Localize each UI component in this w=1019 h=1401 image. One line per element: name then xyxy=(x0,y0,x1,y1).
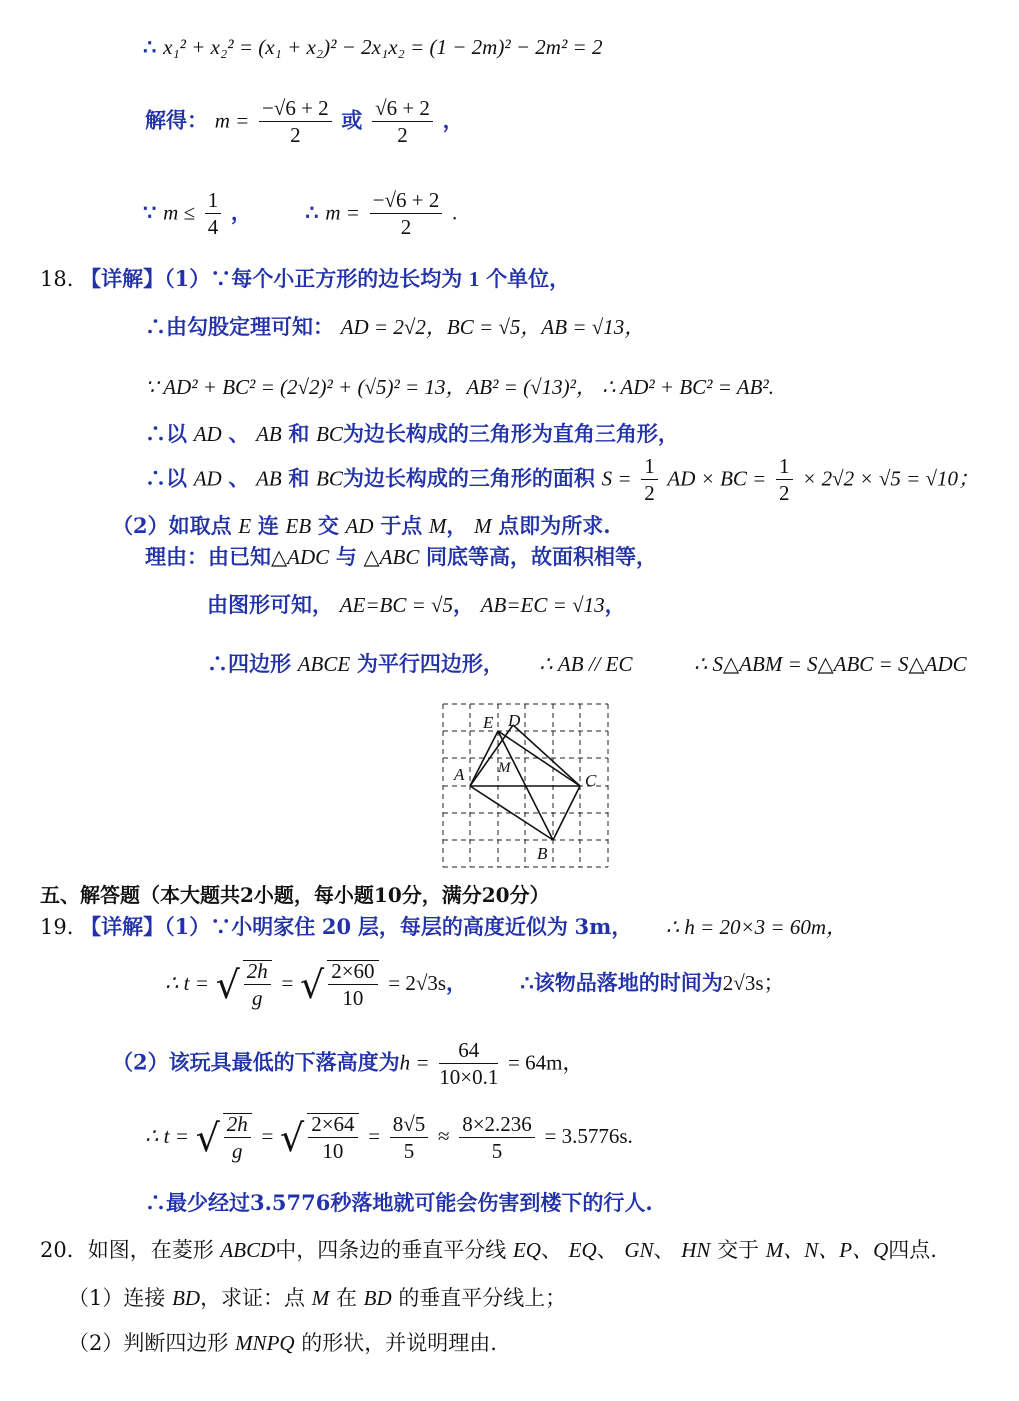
quarter-fraction: $\frac{1}{4}$ xyxy=(205,190,222,238)
sol18-right-triangle: ∴以 AD 、 AB 和 BC为边长构成的三角形为直角三角形， xyxy=(145,421,679,446)
point-label-a: A xyxy=(454,765,465,784)
point-label-d: D xyxy=(508,711,521,730)
sol19-part2-height: （2）该玩具最低的下落高度为h = $\frac{64}{10\times 0.1}$ = 64m， xyxy=(112,1038,584,1089)
q20-stem: 20．如图，在菱形 ABCD中，四条边的垂直平分线 EQ、 EQ、 GN、 HN 交于 M、N、P、Q四点. xyxy=(40,1238,937,1262)
half-fraction: $\frac{1}{2}$ xyxy=(641,456,658,504)
point-label-c: C xyxy=(585,771,597,790)
sol18-pythagoras: ∴由勾股定理可知： AD = 2√2，BC = √5，AB = √13， xyxy=(145,314,646,339)
approx-fraction: $\frac{8\times 2.236}{5}$ xyxy=(459,1114,535,1162)
point-label-b: B xyxy=(537,844,548,863)
half-fraction-2: $\frac{1}{2}$ xyxy=(776,456,793,504)
sol17-line3: ∵ m ≤ $\frac{1}{4}$ ， ∴ m = $\frac{-√6 + 2}{2}$ . xyxy=(143,188,458,239)
result-fraction: $\frac{-√6 + 2}{2}$ xyxy=(370,190,443,238)
point-label-e: E xyxy=(483,713,494,732)
sol18-part2: （2）如取点 E 连 EB 交 AD 于点 M， M 点即为所求. xyxy=(112,513,611,538)
sol19-conclusion: ∴最少经过3.5776秒落地就可能会伤害到楼下的行人. xyxy=(145,1190,653,1215)
root1-fraction: $\frac{-√6 + 2}{2}$ xyxy=(259,98,332,146)
sum-of-squares-equation: x₁² + x₂² = (x₁ + x₂)² − 2x₁x₂ = (1 − 2m)² − 2m² = 2 xyxy=(163,35,603,59)
sol18-area: ∴以 AD 、 AB 和 BC为边长构成的三角形的面积 S = $\frac{1}{2}$ AD × BC = $\frac{1}{2}$ × 2√2 × √5 = √10； xyxy=(145,454,980,505)
q20-part1: （1）连接 BD，求证：点 M 在 BD 的垂直平分线上； xyxy=(68,1286,567,1310)
sol18-conclusion: ∴四边形 ABCE 为平行四边形， ∴ AB // EC ∴ S△ABM = S△ABC = S△ADC xyxy=(207,651,967,676)
height-fraction: $\frac{64}{10\times 0.1}$ xyxy=(439,1038,499,1089)
point-label-m: M xyxy=(498,760,511,776)
sol19-time: ∴ t = √ $\frac{2h}{g}$ = √ $\frac{2\times 60}{10}$ = 2√3s， ∴该物品落地的时间为2√3s； xyxy=(165,959,785,1010)
sol18-check: ∵ AD² + BC² = (2√2)² + (√5)² = 13，AB² = (√13)²， ∴ AD² + BC² = AB². xyxy=(145,375,774,399)
eight-root5-over-5: $\frac{8√5}{5}$ xyxy=(390,1114,429,1162)
q20-part2: （2）判断四边形 MNPQ 的形状，并说明理由. xyxy=(68,1331,497,1355)
sol17-line2: 解得： m = $\frac{-√6 + 2}{2}$ 或 $\frac{√6 + 2}{2}$ ， xyxy=(145,96,464,147)
sol18-figure-facts: 由图形可知， AE=BC = √5， AB=EC = √13， xyxy=(207,592,626,617)
sqrt-2x64-over-10: $\frac{2\times 64}{10}$ xyxy=(307,1113,358,1162)
section5-title: 五、解答题（本大题共2小题，每小题10分，满分20分） xyxy=(40,883,550,907)
sqrt-2h-over-g: $\frac{2h}{g}$ xyxy=(243,960,272,1009)
sol17-line1: ∴ x₁² + x₂² = (x₁ + x₂)² − 2x₁x₂ = (1 − 2m)² − 2m² = 2 xyxy=(143,34,603,59)
sol18-reason: 理由：由已知△ADC 与 △ABC 同底等高，故面积相等， xyxy=(145,544,658,569)
sol18-header: 18. 【详解】（1）∵每个小正方形的边长均为 1 个单位， xyxy=(40,266,571,291)
sol19-header: 19. 【详解】（1）∵小明家住 20 层，每层的高度近似为 3m， ∴ h = 20×3 = 60m， xyxy=(40,914,848,939)
grid-diagram xyxy=(438,700,613,872)
sol19-part2-time: ∴ t = √ $\frac{2h}{g}$ = √ $\frac{2\times 64}{10}$ = $\frac{8√5}{5}$ ≈ $\frac{8\times 2.236}{5}$ = 3.5776s. xyxy=(145,1111,633,1163)
sqrt-2h-over-g-2: $\frac{2h}{g}$ xyxy=(223,1113,252,1162)
sqrt-2x60-over-10: $\frac{2\times 60}{10}$ xyxy=(327,960,378,1009)
root2-fraction: $\frac{√6 + 2}{2}$ xyxy=(372,98,433,146)
